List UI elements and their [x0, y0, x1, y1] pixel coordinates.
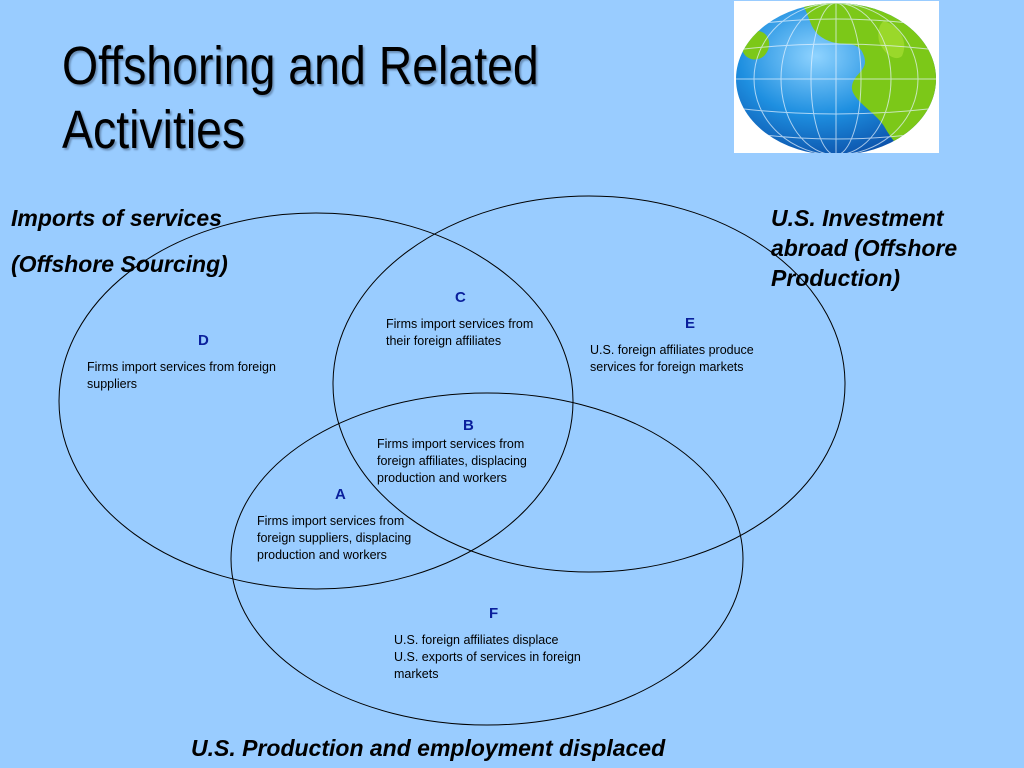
set-label-imports-line2: (Offshore Sourcing) — [11, 251, 228, 277]
set-label-investment-line1: U.S. Investment — [771, 205, 944, 231]
set-label-investment-line2: abroad (Offshore — [771, 235, 958, 261]
region-f-text: U.S. foreign affiliates displace U.S. exports of services in foreign markets — [394, 633, 581, 681]
region-a-text: Firms import services from foreign suppliers, displacing production and workers — [257, 514, 412, 562]
set-label-displaced: U.S. Production and employment displaced — [191, 735, 666, 761]
region-c-letter: C — [455, 289, 466, 306]
set-label-imports-line1: Imports of services — [11, 205, 222, 231]
set-label-investment — [771, 203, 957, 293]
region-f-letter: F — [489, 605, 499, 622]
region-e-text: U.S. foreign affiliates produce services for foreign markets — [590, 343, 754, 374]
set-label-investment-line3: Production) — [771, 265, 901, 291]
region-c-text: Firms import services from their foreign affiliates — [386, 317, 534, 348]
slide-title-line2: Activities — [62, 100, 246, 160]
set-label-imports — [11, 203, 228, 279]
region-e-letter: E — [685, 315, 696, 332]
region-d-text: Firms import services from foreign suppliers — [87, 360, 276, 391]
region-b-text: Firms import services from foreign affiliates, displacing production and workers — [377, 437, 527, 485]
slide-title-line1: Offshoring and Related — [62, 36, 539, 96]
region-d-letter: D — [198, 332, 209, 349]
region-a-letter: A — [335, 486, 346, 503]
region-b-letter: B — [463, 417, 474, 434]
